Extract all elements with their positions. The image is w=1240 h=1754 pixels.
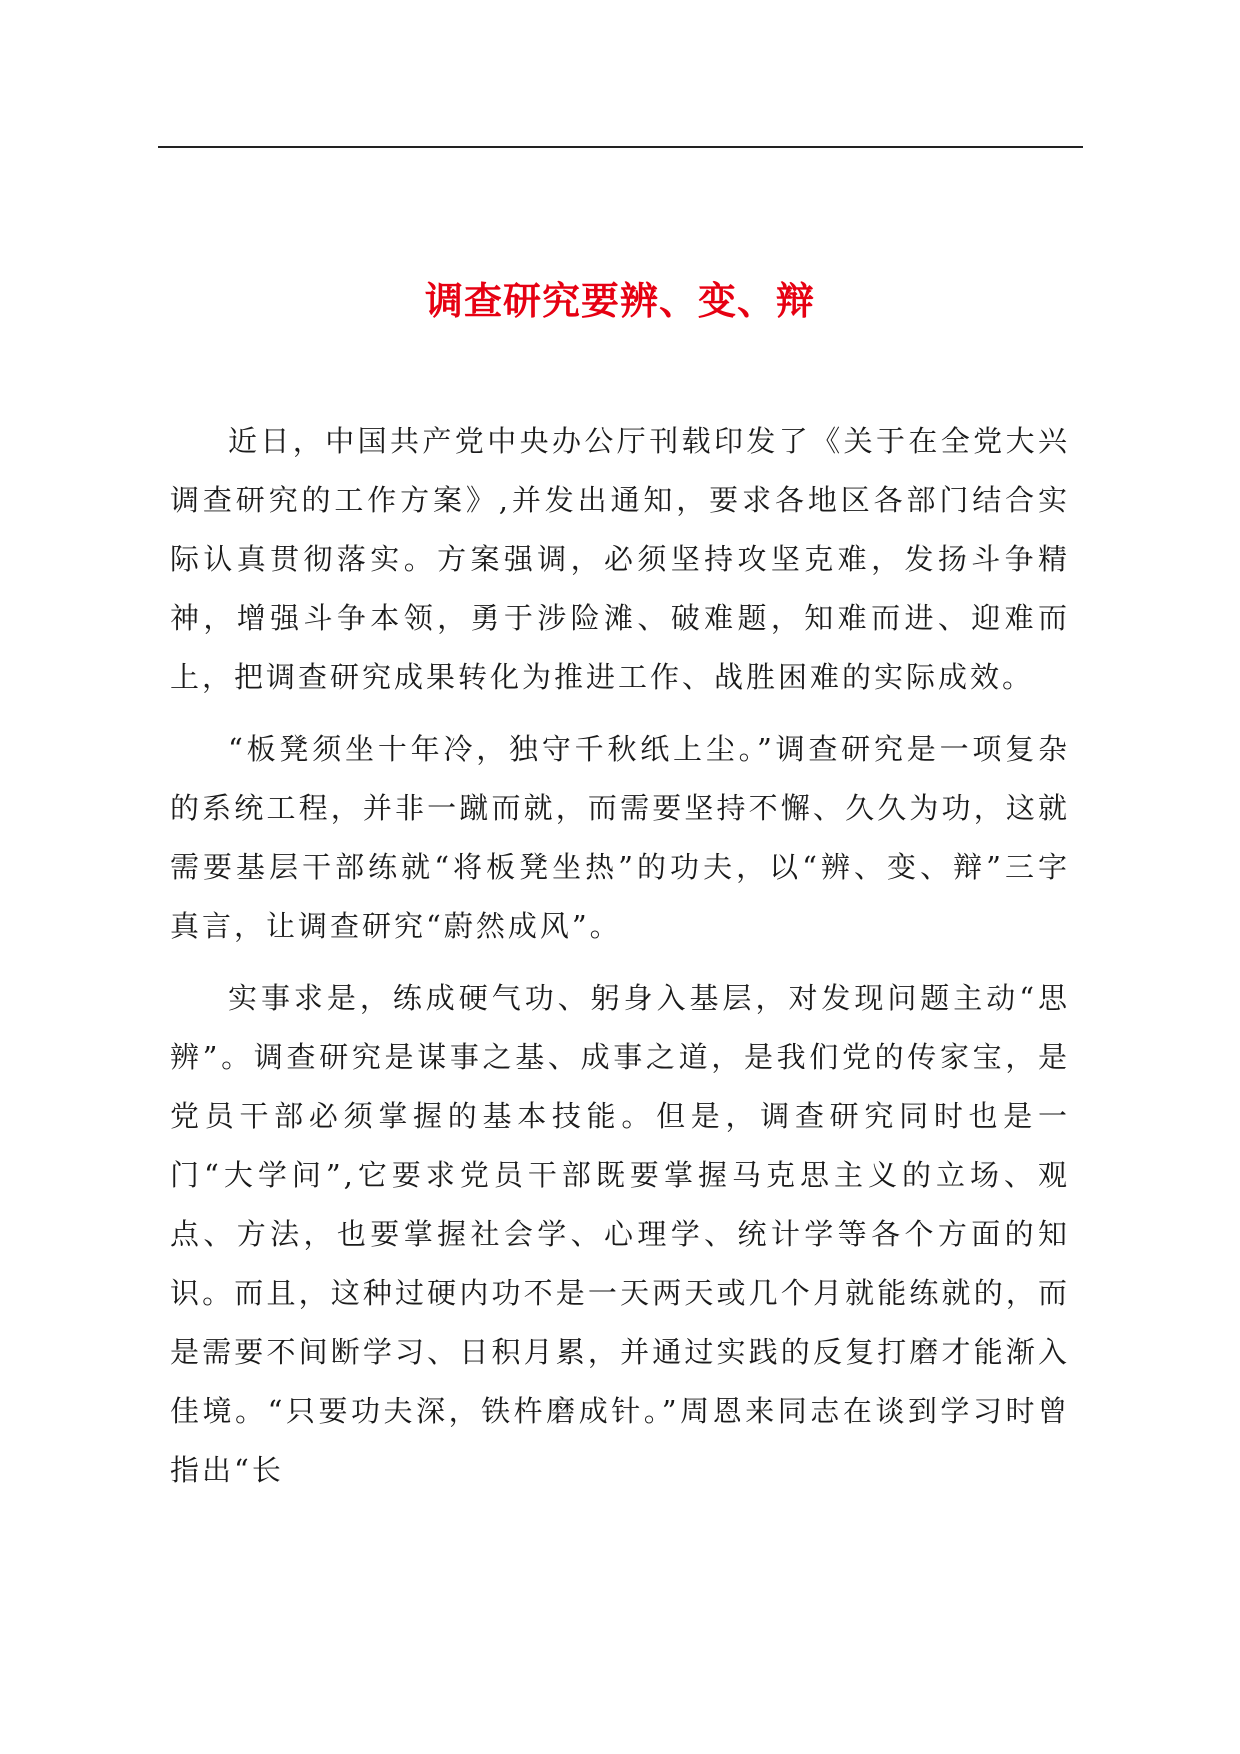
paragraph-3: 实事求是，练成硬气功、躬身入基层，对发现问题主动“思辨”。调查研究是谋事之基、成事之道，是我们党的传家宝，是党员干部必须掌握的基本技能。但是，调查研究同时也是一门“大学问”,它要求党员干部既要掌握马克思主义的立场、观点、方法，也要掌握社会学、心理学、统计学等各个方面的知识。而且，这种过硬内功不是一天两天或几个月就能练就的，而是需要不间断学习、日积月累，并通过实践的反复打磨才能渐入佳境。“只要功夫深，铁杵磨成针。”周恩来同志在谈到学习时曾指出“长 bbox=[170, 981, 1070, 1487]
paragraph-2: “板凳须坐十年冷，独守千秋纸上尘。”调查研究是一项复杂的系统工程，并非一蹴而就，而需要坚持不懈、久久为功，这就需要基层干部练就“将板凳坐热”的功夫，以“辨、变、辩”三字真言，让调查研究“蔚然成风”。 bbox=[170, 732, 1070, 943]
document-title: 调查研究要辨、变、辩 bbox=[424, 279, 815, 324]
paragraph-1: 近日，中国共产党中央办公厅刊载印发了《关于在全党大兴调查研究的工作方案》,并发出通知，要求各地区各部门结合实际认真贯彻落实。方案强调，必须坚持攻坚克难，发扬斗争精神，增强斗争本领，勇于涉险滩、破难题，知难而进、迎难而上，把调查研究成果转化为推进工作、战胜困难的实际成效。 bbox=[170, 424, 1070, 694]
document-body bbox=[170, 412, 1070, 1513]
header-rule bbox=[158, 146, 1083, 148]
